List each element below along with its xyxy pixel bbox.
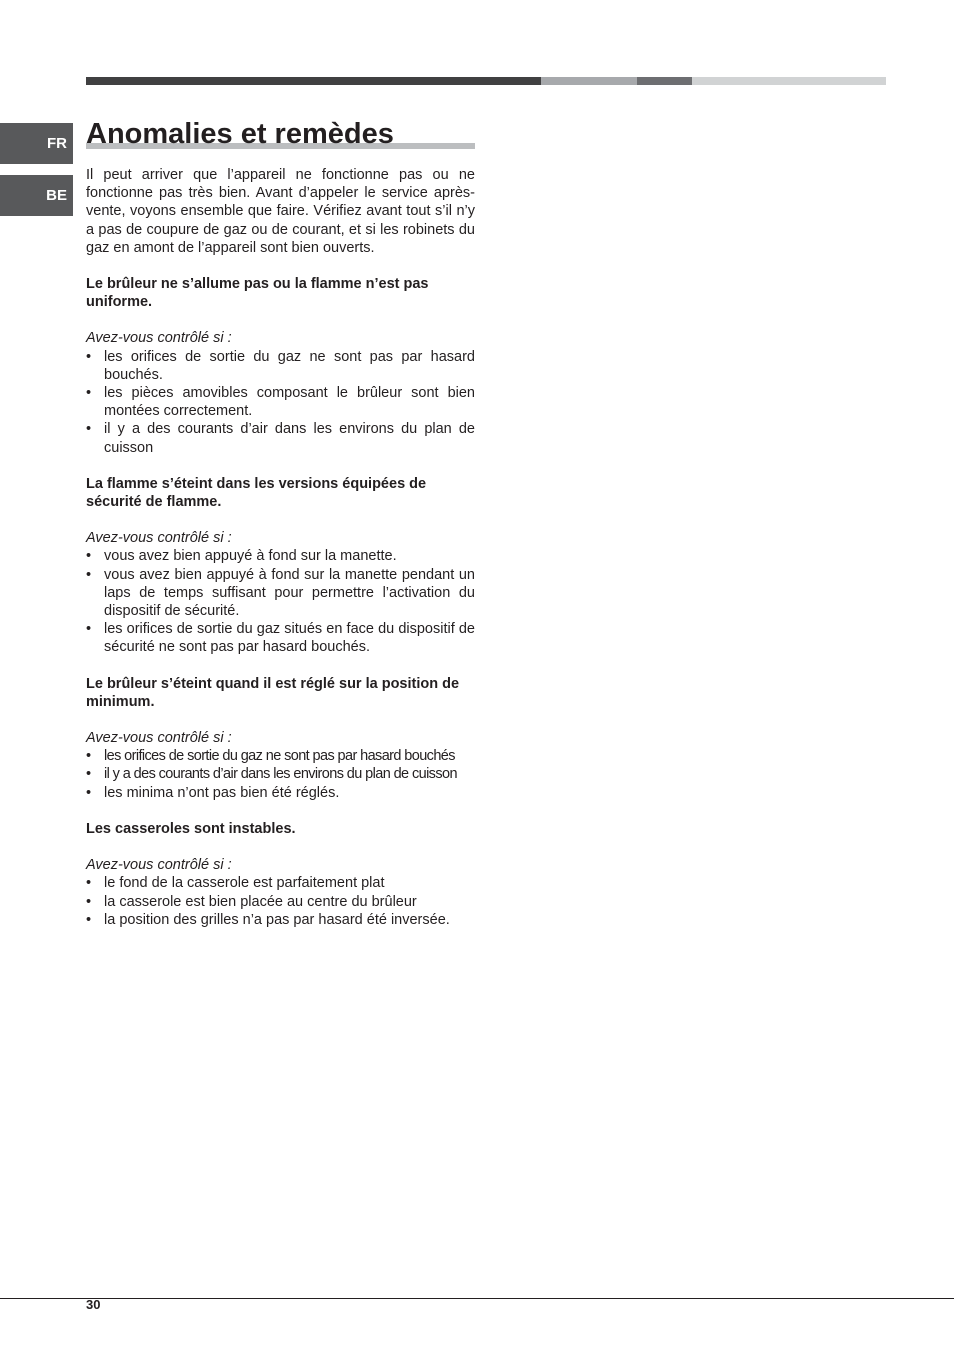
bullet-icon: • xyxy=(86,348,92,365)
list-item: • les orifices de sortie du gaz situés en face du dispositif de sécurité ne sont pas par hasard bouchés. xyxy=(86,621,475,656)
language-tab-fr: FR xyxy=(0,123,73,164)
bullet-icon: • xyxy=(86,766,91,783)
list-item: • les pièces amovibles composant le brûleur sont bien montées correctement. xyxy=(86,385,475,420)
section-heading: La flamme s’éteint dans les versions équipées de sécurité de flamme. xyxy=(86,475,427,511)
list-item: • il y a des courants d’air dans les environs du plan de cuisson xyxy=(86,766,457,783)
checklist xyxy=(86,547,475,656)
page-title: Anomalies et remèdes xyxy=(86,118,394,150)
check-label: Avez-vous contrôlé si : xyxy=(86,330,232,347)
main-content xyxy=(86,166,475,929)
bullet-icon: • xyxy=(86,385,92,402)
bullet-icon: • xyxy=(86,548,92,565)
bullet-icon: • xyxy=(86,421,92,438)
bullet-icon: • xyxy=(86,784,92,801)
bullet-icon: • xyxy=(86,748,91,765)
header-bar-segment xyxy=(541,77,637,85)
bullet-icon: • xyxy=(86,621,92,638)
section-heading: Le brûleur ne s’allume pas ou la flamme n’est pas uniforme. xyxy=(86,276,429,311)
bullet-icon: • xyxy=(86,566,92,583)
footer-rule xyxy=(0,1298,954,1299)
check-label: Avez-vous contrôlé si : xyxy=(86,530,232,547)
section-heading: Le brûleur s’éteint quand il est réglé sur la position de minimum. xyxy=(86,675,460,710)
checklist xyxy=(86,348,475,457)
intro-paragraph: Il peut arriver que l’appareil ne fonctionne pas ou ne fonctionne pas très bien. Avant d’appeler le service après-vente, voyons ensemble que faire. Vérifiez avant tout s’il n’y a pas de coupure de gaz ou de courant, et si les robinets du gaz en amont de l’appareil sont bien ouverts. xyxy=(86,167,475,256)
bullet-icon: • xyxy=(86,875,92,892)
list-item: • les minima n’ont pas bien été réglés. xyxy=(86,784,340,801)
checklist xyxy=(86,747,475,802)
check-label: Avez-vous contrôlé si : xyxy=(86,730,232,747)
header-bar-segment xyxy=(86,77,541,85)
list-item: • le fond de la casserole est parfaitement plat xyxy=(86,875,385,892)
checklist xyxy=(86,874,475,929)
list-item: • il y a des courants d’air dans les environs du plan de cuisson xyxy=(86,421,475,456)
list-item: • la position des grilles n’a pas par hasard été inversée. xyxy=(86,911,450,928)
list-item: • les orifices de sortie du gaz ne sont pas par hasard bouchés. xyxy=(86,348,475,383)
section-heading: Les casseroles sont instables. xyxy=(86,820,296,837)
list-item: • vous avez bien appuyé à fond sur la manette. xyxy=(86,548,397,565)
check-label: Avez-vous contrôlé si : xyxy=(86,857,232,874)
list-item: • les orifices de sortie du gaz ne sont pas par hasard bouchés xyxy=(86,748,455,765)
bullet-icon: • xyxy=(86,911,92,928)
list-item: • la casserole est bien placée au centre du brûleur xyxy=(86,893,417,910)
header-bar-segment xyxy=(692,77,886,85)
bullet-icon: • xyxy=(86,893,92,910)
page-number: 30 xyxy=(86,1297,101,1312)
header-bar-segment xyxy=(637,77,692,85)
header-color-bar xyxy=(86,77,886,85)
list-item: • vous avez bien appuyé à fond sur la manette pendant un laps de temps suffisant pour permettre l’activation du dispositif de sécurité. xyxy=(86,566,475,620)
language-tab-be: BE xyxy=(0,175,73,216)
